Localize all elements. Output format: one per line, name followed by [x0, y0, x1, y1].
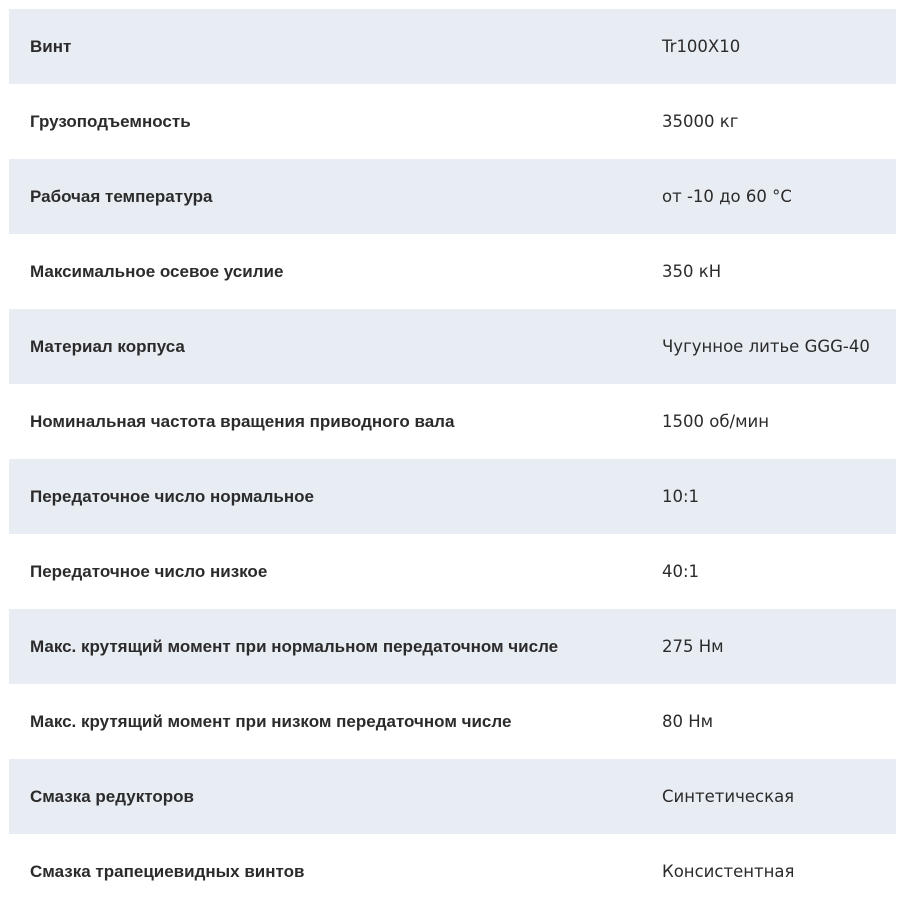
spec-value: 10:1: [641, 459, 896, 534]
spec-row-screw-lubrication: [9, 834, 896, 909]
spec-value: Чугунное литье GGG-40: [641, 309, 896, 384]
spec-label: Смазка редукторов: [9, 759, 641, 834]
spec-value: 35000 кг: [662, 112, 739, 131]
specifications-table: [9, 9, 896, 909]
spec-value: 275 Нм: [641, 609, 896, 684]
spec-row-gear-ratio-low: [9, 534, 896, 609]
spec-value: от -10 до 60 °C: [641, 159, 896, 234]
spec-label: Рабочая температура: [9, 159, 641, 234]
spec-label: Максимальное осевое усилие: [30, 261, 284, 281]
spec-row-torque-low: [9, 684, 896, 759]
spec-row-operating-temperature: [9, 159, 896, 234]
spec-row-housing-material: [9, 309, 896, 384]
spec-row-torque-normal: [9, 609, 896, 684]
spec-value: Синтетическая: [641, 759, 896, 834]
spec-value: 350 кН: [662, 262, 722, 281]
spec-label: Грузоподъемность: [30, 111, 191, 131]
spec-label: Передаточное число нормальное: [9, 459, 641, 534]
spec-label: Номинальная частота вращения приводного вала: [30, 411, 455, 431]
spec-label: Смазка трапециевидных винтов: [30, 861, 305, 881]
spec-value: Tr100X10: [641, 9, 896, 84]
spec-label: Винт: [9, 9, 641, 84]
spec-value: 40:1: [662, 562, 700, 581]
spec-value: 1500 об/мин: [662, 412, 770, 431]
spec-row-gearbox-lubrication: [9, 759, 896, 834]
spec-label: Материал корпуса: [9, 309, 641, 384]
spec-row-axial-force: [9, 234, 896, 309]
spec-row-load-capacity: [9, 84, 896, 159]
spec-row-gear-ratio-normal: [9, 459, 896, 534]
spec-value: 80 Нм: [662, 712, 714, 731]
spec-label: Макс. крутящий момент при низком передаточном числе: [30, 711, 512, 731]
spec-value: Консистентная: [662, 862, 795, 881]
spec-label: Макс. крутящий момент при нормальном передаточном числе: [9, 609, 641, 684]
spec-label: Передаточное число низкое: [30, 561, 268, 581]
spec-row-screw: [9, 9, 896, 84]
spec-row-shaft-speed: [9, 384, 896, 459]
